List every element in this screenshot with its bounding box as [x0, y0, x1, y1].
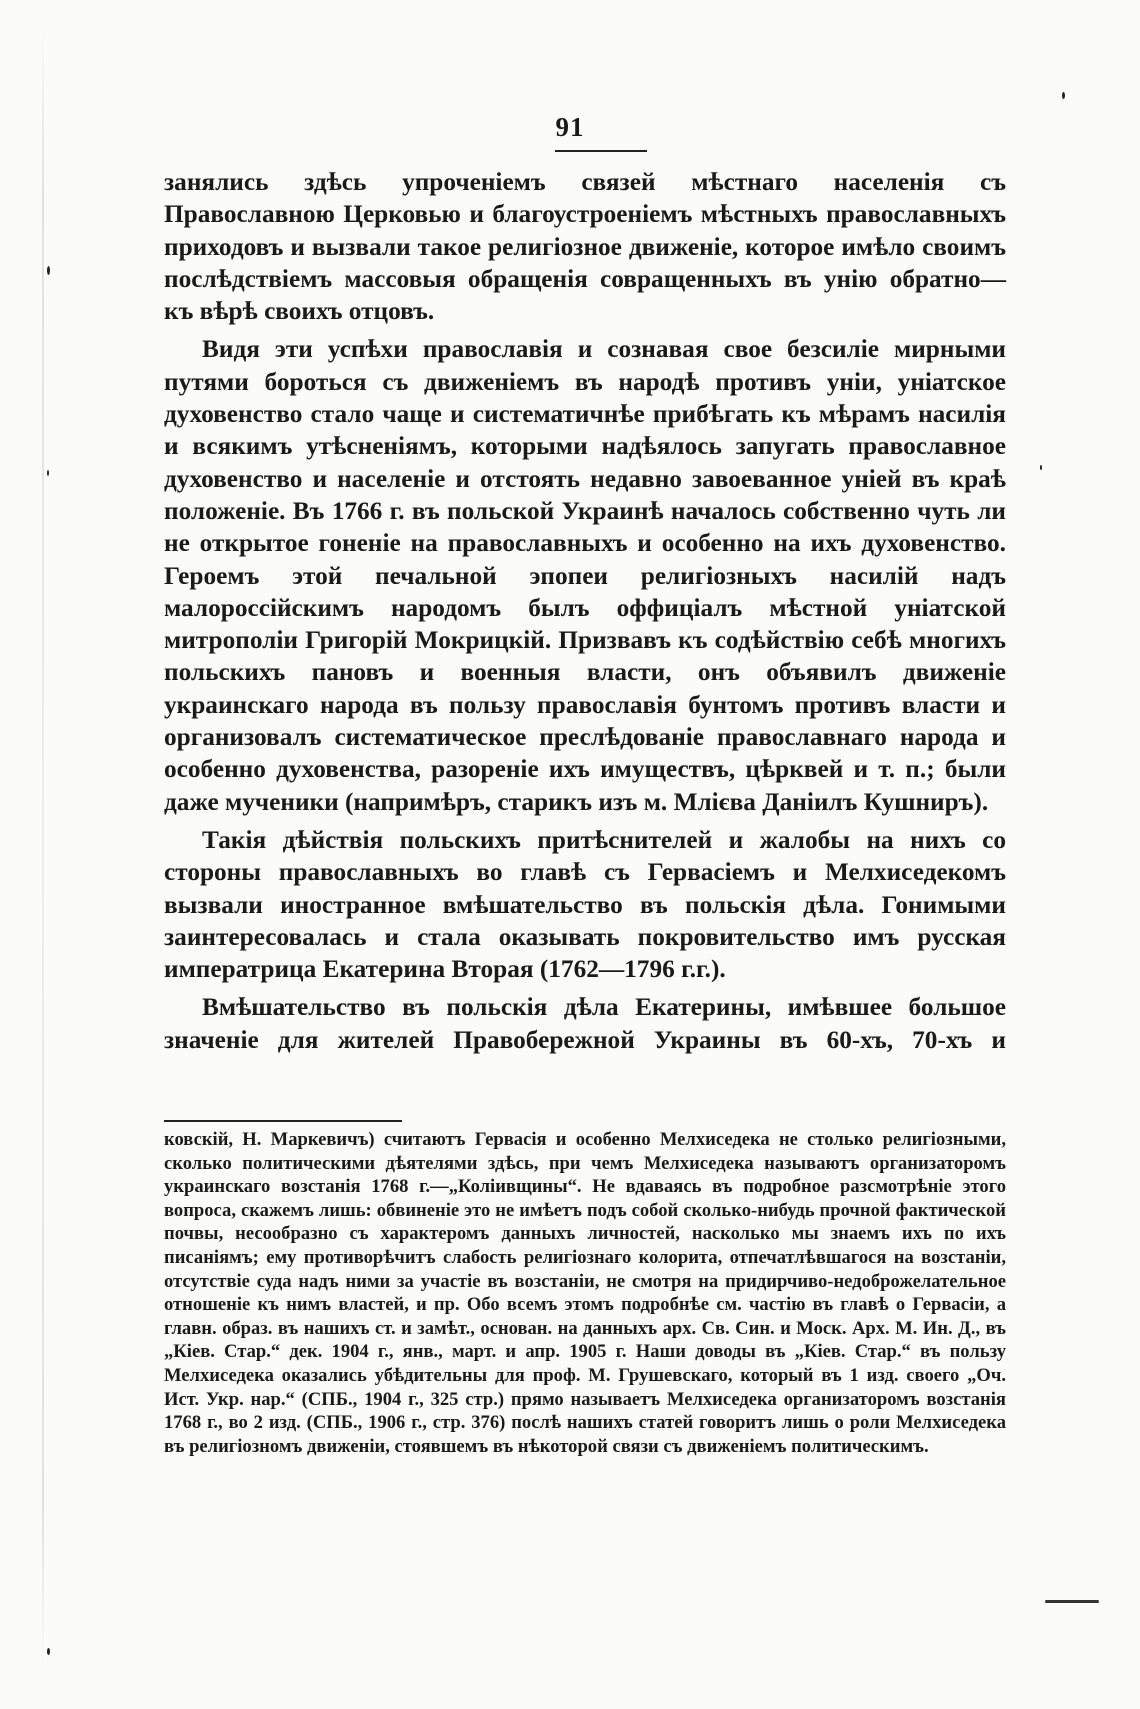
paragraph-1: занялись здѣсь упроченіемъ связей мѣстнаго населенія съ Православною Церковью и благоустроеніемъ мѣстныхъ православныхъ приходовъ и вызвали такое религіозное движеніе, которое имѣло своимъ послѣдствіемъ массовыя обращенія совращенныхъ въ унію обратно— къ вѣрѣ своихъ отцовъ. [164, 168, 1006, 326]
scan-speck [47, 266, 50, 275]
scan-speck [1062, 92, 1065, 99]
footnote-text: ковскій, Н. Маркевичъ) считаютъ Гервасія и особенно Мелхиседека не столько религіозными, сколько политическими дѣятелями здѣсь, при чемъ Мелхиседека называютъ организаторомъ украинскаго возстанія 1768 г.—„Коліивщины“. Не вдаваясь въ подробное разсмотрѣніе этого вопроса, скажемъ лишь: обвиненіе это не имѣетъ подъ собой сколько-нибудь прочной фактической почвы, несообразно съ характеромъ данныхъ личностей, насколько мы знаемъ ихъ по ихъ писаніямъ; ему противорѣчитъ слабость религіознаго колорита, отпечатлѣвшагося на возстаніи, отсутствіе суда надъ ними за участіе въ возстаніи, не смотря на придирчиво-недоброжелательное отношеніе къ нимъ властей, и пр. Обо всемъ этомъ подробнѣе см. частію въ главѣ о Гервасіи, а главн. образ. въ нашихъ ст. и замѣт., основан. на данныхъ арх. Св. Син. и Моск. Арх. М. Ин. Д., въ „Кіев. Стар.“ дек. 1904 г., янв., март. и апр. 1905 г. Наши доводы въ „Кіев. Стар.“ въ пользу Мелхиседека оказались убѣдительны для проф. М. Грушевскаго, который въ 1 изд. своего „Оч. Ист. Укр. нар.“ (СПБ., 1904 г., 325 стр.) прямо называетъ Мелхиседека организаторомъ возстанія 1768 г., во 2 изд. (СПБ., 1906 г., стр. 376) послѣ нашихъ статей говоритъ лишь о роли Мелхиседека въ религіозномъ движеніи, стоявшемъ въ нѣкоторой связи съ движеніемъ политическимъ. [164, 1129, 1006, 1457]
paragraph-2: Видя эти успѣхи православія и сознавая свое безсиліе мирными путями бороться съ движеніемъ въ народѣ противъ уніи, уніатское духовенство стало чаще и систематичнѣе прибѣгать къ мѣрамъ насилія и всякимъ утѣсненіямъ, которыми надѣялось запугать православное духовенство и населеніе и отстоять недавно завоеванное уніей въ краѣ положеніе. Въ 1766 г. въ польской Украинѣ началось собственно чуть ли не открытое гоненіе на православныхъ и особенно на ихъ духовенство. Героемъ этой печальной эпопеи религіозныхъ насилій надъ малороссійскимъ народомъ былъ оффиціалъ мѣстной уніатской митрополіи Григорій Мокрицкій. Призвавъ къ содѣйствію себѣ многихъ польскихъ пановъ и военныя власти, онъ объявилъ движеніе украинскаго народа въ пользу православія бунтомъ противъ власти и организовалъ систематическое преслѣдованіе православнаго народа и особенно духовенства, разореніе ихъ имуществъ, цѣрквей и т. п.; были даже мученики (напримѣръ, старикъ изъ м. Млієва Даніилъ Кушниръ). [164, 335, 1006, 816]
scan-dash-mark [1045, 1600, 1099, 1603]
main-text [164, 166, 1006, 1062]
page-number: 91 [555, 112, 585, 142]
scan-speck [47, 470, 49, 476]
scan-edge-shadow [42, 30, 44, 1670]
paragraph-3: Такія дѣйствія польскихъ притѣснителей и жалобы на нихъ со стороны православныхъ во главѣ съ Гервасіемъ и Мелхиседекомъ вызвали иностранное вмѣшательство въ польскія дѣла. Гонимыми заинтересовалась и стала оказывать покровительство имъ русская императрица Екатерина Вторая (1762—1796 г.г.). [164, 825, 1006, 984]
paragraph-4: Вмѣшательство въ польскія дѣла Екатерины, имѣвшее большое значеніе для жителей Правобережной Украины въ 60-хъ, 70-хъ и [164, 993, 1006, 1054]
scan-speck [47, 1648, 50, 1655]
page-number-underline [555, 150, 647, 152]
footnote-block [164, 1128, 1006, 1458]
footnote-divider [164, 1120, 402, 1122]
scan-speck [1040, 465, 1042, 470]
